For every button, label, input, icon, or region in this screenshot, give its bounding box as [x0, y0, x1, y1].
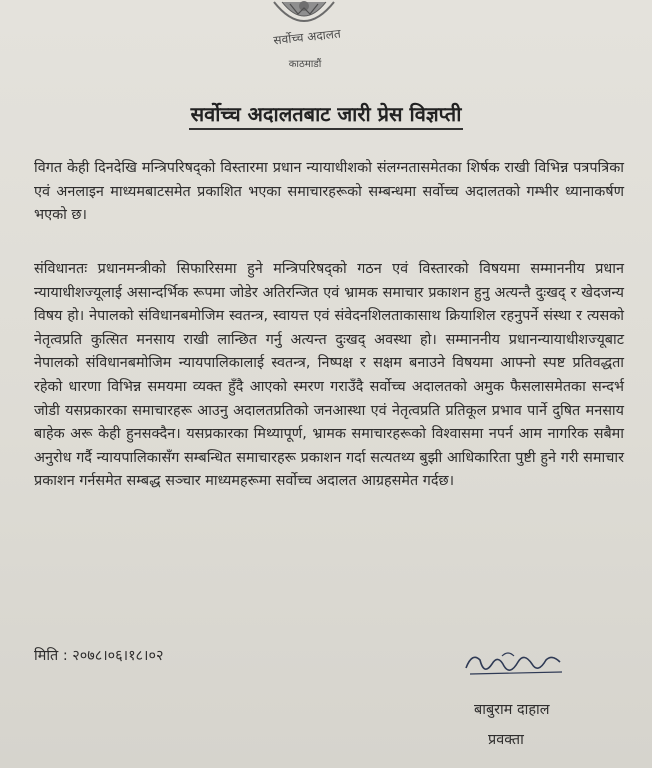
signer-name: बाबुराम दाहाल	[474, 702, 550, 718]
paragraph-1: विगत केही दिनदेखि मन्त्रिपरिषद्को विस्तारमा प्रधान न्यायाधीशको संलग्नतासमेतका शिर्षक राखी विभिन्न पत्रपत्रिका एवं अनलाइन माध्यमबाटसमेत प्रकाशित भएका समाचारहरूको सम्बन्धमा सर्वोच्च अदालतको गम्भीर ध्यानाकर्षण भएको छ।	[34, 160, 624, 224]
paragraph-2: संविधानतः प्रधानमन्त्रीको सिफारिसमा हुने मन्त्रिपरिषद्को गठन एवं विस्तारको विषयमा सम्माननीय प्रधान न्यायाधीशज्यूलाई असान्दर्भिक रूपमा जोडेर अतिरन्जित एवं भ्रामक समाचार प्रकाशन हुनु अत्यन्तै दुःखद् र खेदजन्य विषय हो। नेपालको संविधानबमोजिम स्वतन्त्र, स्वायत्त एवं संवेदनशिलताकासाथ क्रियाशिल रहनुपर्ने संस्था र त्यसको नेतृत्वप्रति कुत्सित मनसाय राखी लान्छित गर्नु अत्यन्त दुःखद् अवस्था हो। सम्माननीय प्रधानन्यायाधीशज्यूबाट नेपालको संविधानबमोजिम न्यायपालिकालाई स्वतन्त्र, निष्पक्ष र सक्षम बनाउने विषयमा आफ्नो स्पष्ट प्रतिवद्धता रहेको धारणा विभिन्न समयमा व्यक्त हुँदै आएको स्मरण गराउँदै सर्वोच्च अदालतको अमुक फैसलासमेतका सन्दर्भ जोडी यसप्रकारका समाचारहरू आउनु अदालतप्रतिको जनआस्था एवं नेतृत्वप्रति प्रतिकूल प्रभाव पार्ने दुषित मनसाय बाहेक अरू केही हुनसक्दैन। यसप्रकारका मिथ्यापूर्ण, भ्रामक समाचारहरूको विश्वासमा नपर्न आम नागरिक सबैमा अनुरोध गर्दै न्यायपालिकासँग सम्बन्धित समाचारहरू प्रकाशन गर्दा सत्यतथ्य बुझी आधिकारिता पुष्टी हुने गरी समाचार प्रकाशन गर्नसमेत सम्बद्ध सञ्चार माध्यमहरूमा सर्वोच्च अदालत आग्रहसमेत गर्दछ।	[34, 261, 624, 490]
page-title	[0, 100, 652, 127]
court-name: सर्वोच्च अदालत	[272, 26, 342, 48]
date-line: मिति : २०७८।०६।१८।०२	[34, 648, 164, 664]
court-city: काठमाडौं	[288, 59, 322, 70]
handwritten-signature	[462, 646, 572, 686]
title-text: सर्वोच्च अदालतबाट जारी प्रेस विज्ञप्ती	[189, 102, 464, 130]
signer-title: प्रवक्ता	[488, 732, 524, 748]
